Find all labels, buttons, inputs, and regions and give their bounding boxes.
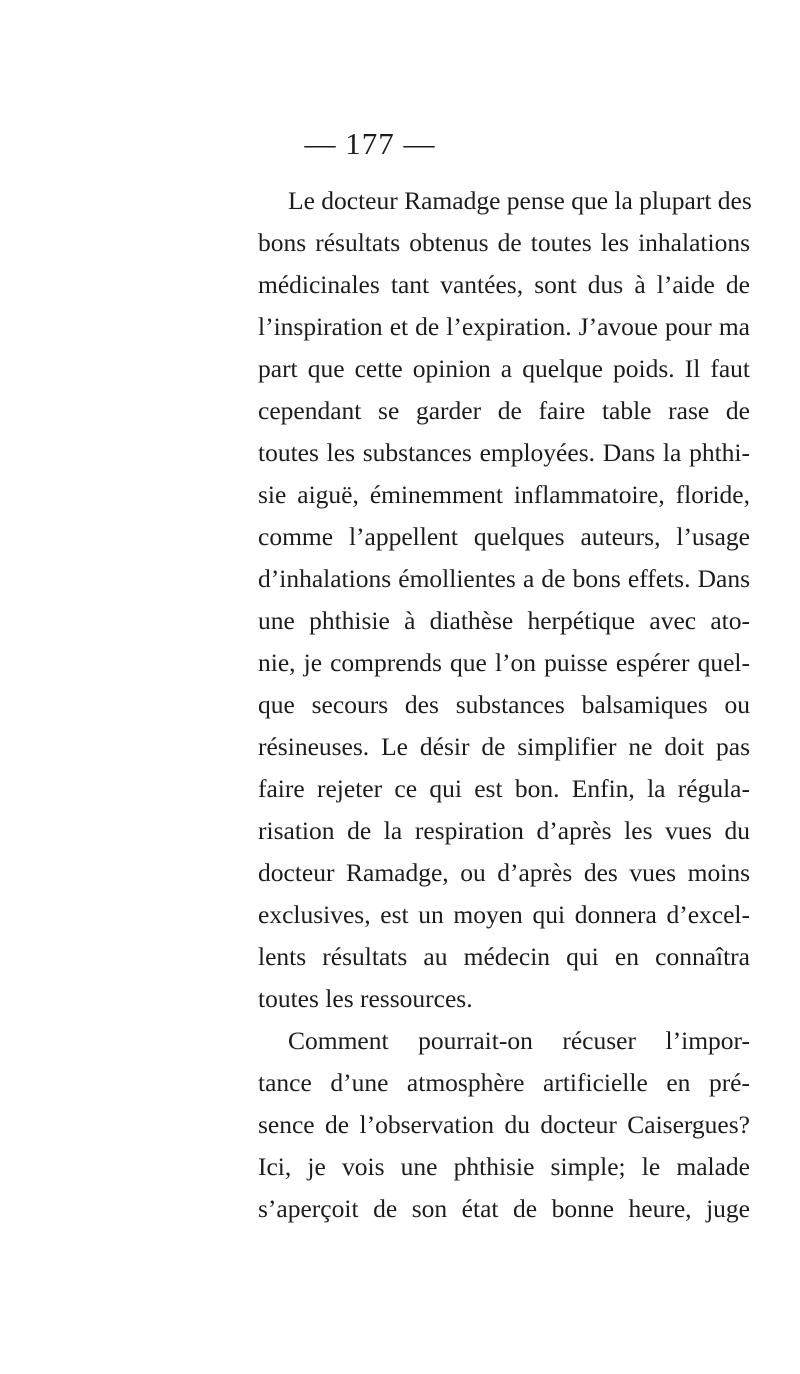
text-line: résineuses. Le désir de simplifier ne doit pas: [258, 732, 750, 761]
text-line: s’aperçoit de son état de bonne heure, juge: [258, 1194, 750, 1223]
text-line: que secours des substances balsamiques ou: [258, 690, 750, 719]
text-line: bons résultats obtenus de toutes les inhalations: [258, 228, 750, 257]
text-line: risation de la respiration d’après les vues du: [258, 816, 750, 845]
text-line: une phthisie à diathèse herpétique avec ato-: [258, 606, 750, 635]
text-line: sie aiguë, éminemment inflammatoire, floride,: [258, 480, 750, 509]
text-line: sence de l’observation du docteur Caisergues?: [258, 1110, 750, 1139]
text-line: exclusives, est un moyen qui donnera d’excel-: [258, 900, 750, 929]
text-line: d’inhalations émollientes a de bons effets. Dans: [258, 564, 750, 593]
page-number: — 177 —: [304, 126, 436, 161]
text-line: toutes les ressources.: [258, 984, 473, 1013]
text-line: tance d’une atmosphère artificielle en pré-: [258, 1068, 750, 1097]
text-line: part que cette opinion a quelque poids. Il faut: [258, 354, 750, 383]
body-text: [258, 180, 750, 1230]
text-line: cependant se garder de faire table rase de: [258, 396, 750, 425]
text-line: comme l’appellent quelques auteurs, l’usage: [258, 522, 750, 551]
text-line: docteur Ramadge, ou d’après des vues moins: [258, 858, 750, 887]
text-line: l’inspiration et de l’expiration. J’avoue pour ma: [258, 312, 750, 341]
text-line: nie, je comprends que l’on puisse espérer quel-: [258, 648, 750, 677]
text-line: lents résultats au médecin qui en connaîtra: [258, 942, 750, 971]
text-line: Ici, je vois une phthisie simple; le malade: [258, 1152, 750, 1181]
text-line: faire rejeter ce qui est bon. Enfin, la régula-: [258, 774, 750, 803]
text-line: Le docteur Ramadge pense que la plupart des: [288, 186, 752, 215]
text-line: toutes les substances employées. Dans la phthi-: [258, 438, 750, 467]
text-line: médicinales tant vantées, sont dus à l’aide de: [258, 270, 750, 299]
text-line: Comment pourrait-on récuser l’impor-: [288, 1026, 750, 1055]
